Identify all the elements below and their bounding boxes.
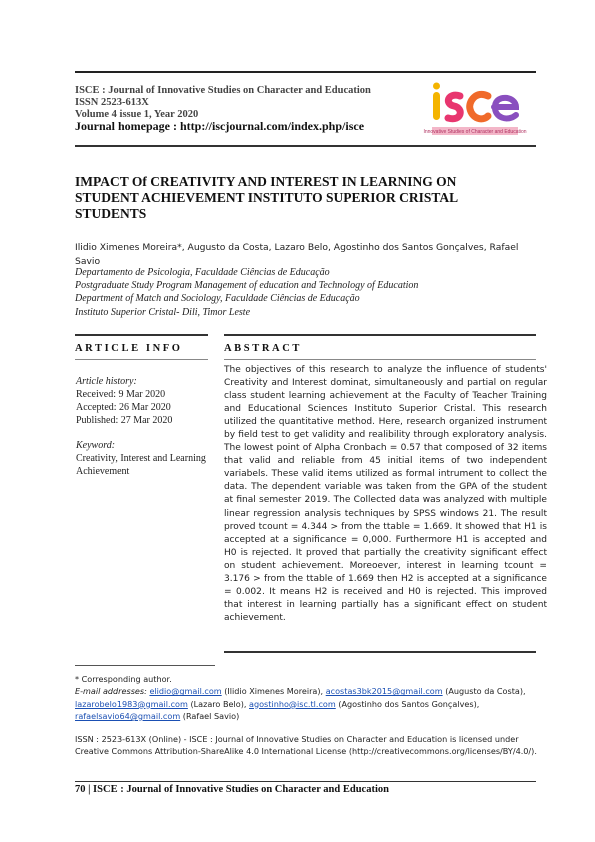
abstract-heading: ABSTRACT	[224, 343, 302, 354]
author-list: Ilidio Ximenes Moreira*, Augusto da Costa, Lazaro Belo, Agostinho dos Santos Gonçalves, Rafael Savio	[75, 242, 519, 267]
article-info-panel	[76, 375, 211, 478]
email-owner: (Ilidio Ximenes Moreira),	[221, 686, 326, 697]
journal-logo-icon	[423, 82, 527, 140]
accepted-date: Accepted: 26 Mar 2020	[76, 402, 171, 413]
email-owner: (Agostinho dos Santos Gonçalves),	[335, 698, 480, 709]
email-link[interactable]: acostas3bk2015@gmail.com	[325, 686, 443, 697]
journal-header	[75, 85, 415, 133]
email-list	[75, 685, 537, 722]
footer-rule	[75, 781, 536, 782]
email-owner: (Lazaro Belo),	[187, 698, 249, 709]
published-date: Published: 27 Mar 2020	[76, 415, 173, 426]
email-owner: (Rafael Savio)	[180, 710, 240, 721]
affiliations	[75, 266, 535, 319]
affiliation-line: Department of Match and Sociology, Faculdade Ciências de Educação	[75, 293, 360, 305]
abstract-end-rule	[224, 651, 536, 653]
received-date: Received: 9 Mar 2020	[76, 389, 166, 400]
page-footer: 70 | ISCE : Journal of Innovative Studies on Character and Education	[75, 784, 389, 795]
header-rule	[75, 145, 536, 147]
history-label: Article history:	[76, 376, 137, 387]
keywords: Creativity, Interest and Learning Achievement	[76, 453, 206, 477]
license-notice: ISSN : 2523-613X (Online) - ISCE : Journal of Innovative Studies on Character and Education is licensed under Creative Commons Attribution-ShareAlike 4.0 International License (http://creativecommons.org/licenses/BY/4.0/).	[75, 734, 537, 757]
email-link[interactable]: rafaelsavio64@gmail.com	[75, 710, 181, 721]
corresponding-note: * Corresponding author.	[75, 674, 172, 684]
email-lead: E-mail addresses:	[75, 686, 147, 697]
journal-homepage[interactable]: Journal homepage : http://iscjournal.com/index.php/isce	[75, 119, 365, 134]
abstract-text: The objectives of this research to analyze the influence of students' Creativity and Interest dominat, simultaneously and partial on regular class student learning achievement at the Faculty of Teacher Training and Educational Sciences Instituto Superior Cristal. This research utilized the quantitative method. Here, research organized instrument by field test to get validity and realibility through exploratory analysis. The lowest point of Alpha Cronbach = 0.57 that composed of 32 items that valid and reliable from 45 initial items of two independent variabels. These valid items utilized as formal intrument to collect the data. The dependent variable was taken from the GPA of the student at final semester 2019. The Collected data was analyzed with multiple linear regression analysis techniques by SPSS windows 21. The result proved tcount = 4.344 > from the ttable = 1.669. It showed that H1 is accepted at a significance = 0,000. Furthermore H1 is accepted and H0 is rejected. It proved that partially the creativity significant effect on student achievement. Moreoever, interest in learning tcount = 3.176 > from the ttable of 1.669 then H2 is accepted at a significance = 0.002. It means H2 is received and H0 is rejected. This improved that interest in learning partially has a significant effect on student achievement.	[224, 365, 547, 623]
email-owner: (Augusto da Costa),	[442, 686, 526, 697]
footnotes	[75, 673, 537, 722]
section-rule-right	[224, 334, 536, 336]
section-rule-left	[75, 334, 208, 336]
email-link[interactable]: elidio@gmail.com	[149, 686, 222, 697]
top-rule	[75, 71, 536, 73]
email-link[interactable]: agostinho@isc.tl.com	[249, 698, 336, 709]
paper-title: IMPACT Of CREATIVITY AND INTEREST IN LEARNING ON STUDENT ACHIEVEMENT INSTITUTO SUPERIOR CRISTAL STUDENTS	[75, 174, 458, 221]
affiliation-line: Instituto Superior Cristal- Dili, Timor Leste	[75, 306, 251, 318]
footnote-rule	[75, 665, 215, 666]
journal-issn: ISSN 2523-613X	[75, 96, 149, 108]
affiliation-line: Postgraduate Study Program Management of education and Technology of Education	[75, 280, 419, 292]
journal-title: ISCE : Journal of Innovative Studies on Character and Education	[75, 85, 371, 96]
affiliation-line: Departamento de Psicologia, Faculdade Ciências de Educação	[75, 267, 330, 278]
section-subrule-right	[224, 359, 536, 360]
journal-volume: Volume 4 issue 1, Year 2020	[75, 108, 199, 120]
keyword-label: Keyword:	[76, 440, 116, 451]
article-info-heading: ARTICLE INFO	[75, 343, 183, 354]
section-subrule-left	[75, 359, 208, 360]
email-link[interactable]: lazarobelo1983@gmail.com	[75, 698, 188, 709]
logo-caption: Innovative Studies of Character and Education	[423, 129, 527, 136]
